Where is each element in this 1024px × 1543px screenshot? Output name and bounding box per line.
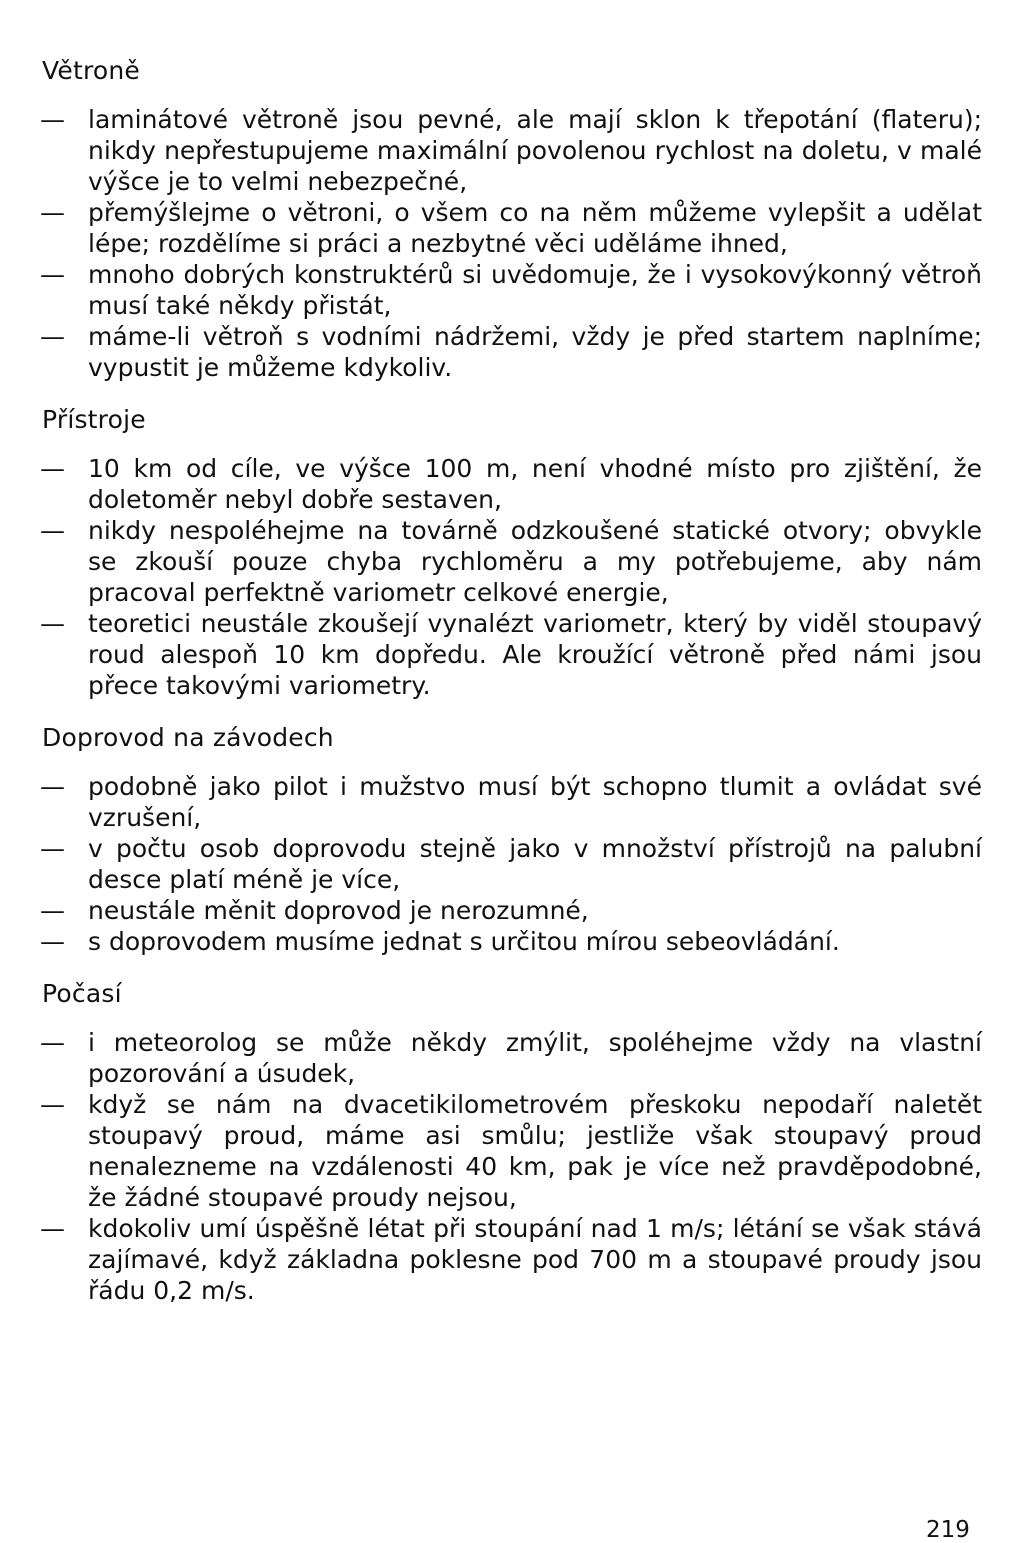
list-item [40,895,982,926]
dash-bullet: — [40,260,65,289]
list-item [40,926,982,957]
dash-bullet: — [40,516,65,545]
section-vetrone [40,56,982,383]
section-title: Přístroje [42,405,146,434]
dash-bullet: — [40,454,65,483]
item-text: mnoho dobrých konstruktérů si uvědomuje, že i vysokovýkonný větroň musí také někdy přistát, [88,260,982,320]
list-item [40,515,982,608]
item-text: podobně jako pilot i mužstvo musí být schopno tlumit a ovládat své vzrušení, [88,772,982,832]
page-number: 219 [926,1517,970,1543]
item-list [40,104,982,383]
item-text: 10 km od cíle, ve výšce 100 m, není vhodné místo pro zjištění, že doletoměr nebyl dobře sestaven, [88,454,982,514]
list-item [40,1027,982,1089]
dash-bullet: — [40,198,65,227]
list-item [40,1089,982,1213]
list-item [40,608,982,701]
document-page [40,56,982,1328]
item-text: v počtu osob doprovodu stejně jako v množství přístrojů na palubní desce platí méně je více, [88,834,982,894]
item-list [40,453,982,701]
dash-bullet: — [40,609,65,638]
item-text: i meteorolog se může někdy zmýlit, spoléhejme vždy na vlastní pozorování a úsudek, [88,1028,982,1088]
item-list [40,1027,982,1306]
dash-bullet: — [40,927,65,956]
dash-bullet: — [40,1090,65,1119]
section-title: Počasí [42,979,122,1008]
list-item [40,453,982,515]
section-pocasi [40,979,982,1306]
dash-bullet: — [40,1214,65,1243]
item-text: teoretici neustále zkoušejí vynalézt variometr, který by viděl stoupavý roud alespoň 10 km dopředu. Ale kroužící větroně před námi jsou přece takovými variometry. [88,609,982,700]
list-item [40,771,982,833]
dash-bullet: — [40,896,65,925]
item-text: přemýšlejme o větroni, o všem co na něm můžeme vylepšit a udělat lépe; rozdělíme si práci a nezbytné věci uděláme ihned, [88,198,982,258]
list-item [40,197,982,259]
list-item [40,104,982,197]
item-list [40,771,982,957]
item-text: máme-li větroň s vodními nádržemi, vždy je před startem naplníme; vypustit je můžeme kdykoliv. [88,322,982,382]
list-item [40,259,982,321]
dash-bullet: — [40,322,65,351]
section-title: Větroně [42,56,140,85]
item-text: kdokoliv umí úspěšně létat při stoupání nad 1 m/s; létání se však stává zajímavé, když základna poklesne pod 700 m a stoupavé proudy jsou řádu 0,2 m/s. [88,1214,982,1305]
list-item [40,321,982,383]
item-text: když se nám na dvacetikilometrovém přeskoku nepodaří naletět stoupavý proud, máme asi smůlu; jestliže však stoupavý proud nenalezneme na vzdálenosti 40 km, pak je více než pravděpodobné, že žádné stoupavé proudy nejsou, [88,1090,982,1212]
item-text: s doprovodem musíme jednat s určitou mírou sebeovládání. [88,927,840,956]
dash-bullet: — [40,834,65,863]
item-text: laminátové větroně jsou pevné, ale mají sklon k třepotání (flateru); nikdy nepřestupujeme maximální povolenou rychlost na doletu, v malé výšce je to velmi nebezpečné, [88,105,982,196]
section-pristroje [40,405,982,701]
dash-bullet: — [40,105,65,134]
dash-bullet: — [40,1028,65,1057]
item-text: nikdy nespoléhejme na továrně odzkoušené statické otvory; obvykle se zkouší pouze chyba rychloměru a my potřebujeme, aby nám pracoval perfektně variometr celkové energie, [88,516,982,607]
list-item [40,833,982,895]
item-text: neustále měnit doprovod je nerozumné, [88,896,589,925]
list-item [40,1213,982,1306]
dash-bullet: — [40,772,65,801]
section-title: Doprovod na závodech [42,723,334,752]
section-doprovod [40,723,982,957]
